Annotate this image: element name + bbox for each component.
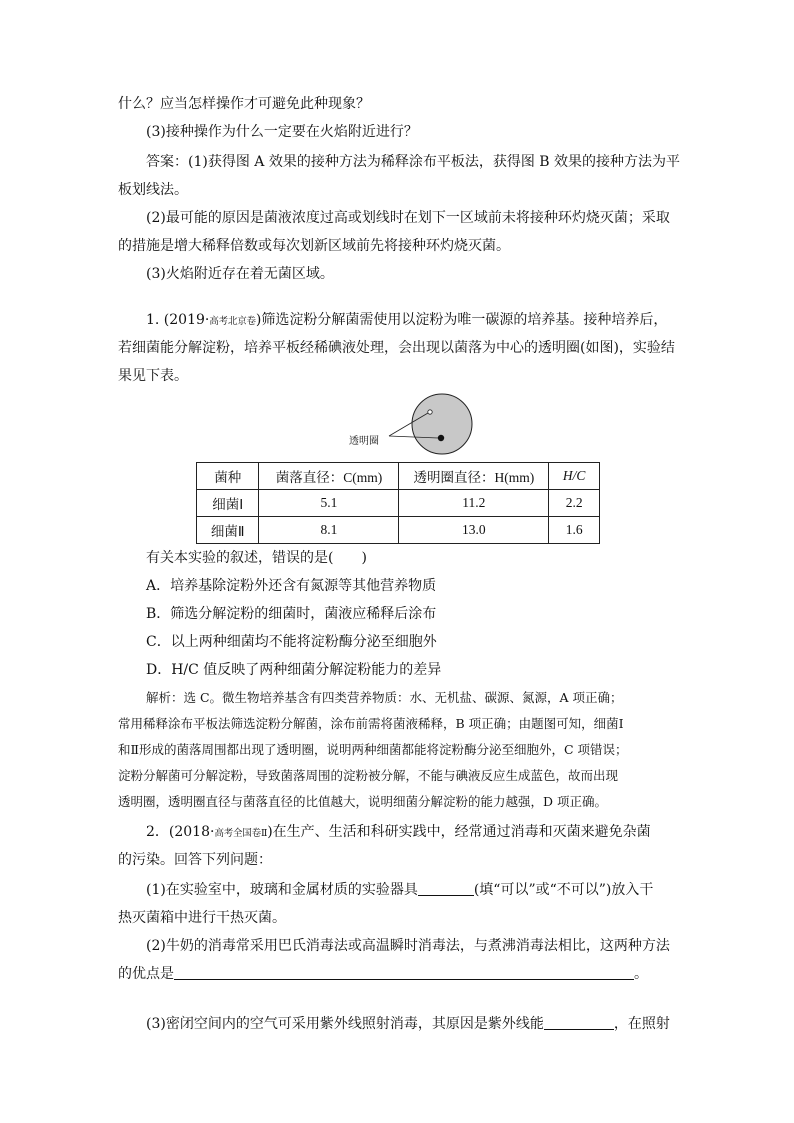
explanation-line: 常用稀释涂布平板法筛选淀粉分解菌，涂布前需将菌液稀释，B 项正确；由题图可知，细菌Ⅰ [118, 716, 624, 731]
explanation-line: 透明圈，透明圈直径与菌落直径的比值越大，说明细菌分解淀粉的能力越强，D 项正确。 [118, 794, 607, 809]
table-header-cell: 透明圈直径：H(mm) [399, 463, 549, 490]
explanation-line: 淀粉分解菌可分解淀粉，导致菌落周围的淀粉被分解，不能与碘液反应生成蓝色，故而出现 [118, 768, 619, 783]
option-b: B．筛选分解淀粉的细菌时，菌液应稀释后涂布 [146, 606, 437, 622]
table-cell: 13.0 [399, 517, 549, 544]
text-line: 什么？应当怎样操作才可避免此种现象？ [118, 96, 370, 112]
question-number: 1. (2019· [146, 312, 210, 328]
question-stem: 有关本实验的叙述，错误的是( ) [146, 550, 367, 566]
petri-dish [412, 394, 472, 454]
explanation-line: 解析：选 C。微生物培养基含有四类营养物质：水、无机盐、碳源、氮源，A 项正确； [146, 690, 623, 705]
question-text: 的优点是 [118, 966, 174, 982]
question-1-line [146, 310, 706, 332]
question-1-line: 果见下表。 [118, 368, 188, 384]
question-2-line: 的污染。回答下列问题： [118, 852, 272, 868]
answer-line: 板划线法。 [118, 182, 188, 198]
figure-label: 透明圈 [349, 436, 379, 447]
option-a: A．培养基除淀粉外还含有氮源等其他营养物质 [146, 578, 437, 594]
question-number: 2．(2018· [146, 824, 215, 840]
question-1-line: 若细菌能分解淀粉，培养平板经稀碘液处理，会出现以菌落为中心的透明圈(如图)，实验结 [118, 340, 675, 356]
answer-line: (2)最可能的原因是菌液浓度过高或划线时在划下一区域前未将接种环灼烧灭菌；采取 [146, 210, 670, 226]
colony-small [428, 410, 432, 414]
source-label: 高考北京卷 [209, 316, 256, 327]
table-cell: 细菌Ⅰ [197, 490, 259, 517]
question-text: ，在照射 [613, 1016, 670, 1032]
results-table [196, 462, 600, 544]
question-text: (3)密闭空间内的空气可采用紫外线照射消毒，其原因是紫外线能 [146, 1016, 544, 1032]
question-2-part-2: (2)牛奶的消毒常采用巴氏消毒法或高温瞬时消毒法，与煮沸消毒法相比，这两种方法 [146, 938, 670, 954]
question-2-part-1: 热灭菌箱中进行干热灭菌。 [118, 910, 286, 926]
source-label: 高考全国卷Ⅱ [214, 828, 268, 839]
question-text: (填“可以”或“不可以”)放入干 [473, 882, 654, 898]
colony-large [438, 435, 444, 441]
table-cell: 1.6 [549, 517, 600, 544]
answer-blank[interactable] [418, 881, 474, 896]
question-text: (1)在实验室中，玻璃和金属材质的实验器具 [146, 882, 418, 898]
table-cell: 5.1 [259, 490, 399, 517]
question-text: )在生产、生活和科研实践中，经常通过消毒和灭菌来避免杂菌 [267, 824, 651, 840]
question-2-line [146, 822, 706, 844]
table-header-row [197, 463, 600, 490]
table-cell: 细菌Ⅱ [197, 517, 259, 544]
answer-blank[interactable] [174, 965, 634, 980]
question-part-3: (3)接种操作为什么一定要在火焰附近进行？ [146, 124, 418, 140]
table-cell: 8.1 [259, 517, 399, 544]
answer-blank[interactable] [544, 1015, 614, 1030]
question-2-part-1 [146, 880, 706, 900]
explanation-line: 和Ⅱ形成的菌落周围都出现了透明圈，说明两种细菌都能将淀粉酶分泌至细胞外，C 项错误； [118, 742, 628, 757]
table-row [197, 517, 600, 544]
table-header-cell: 菌种 [197, 463, 259, 490]
table-header-cell: H/C [549, 463, 600, 490]
table-row [197, 490, 600, 517]
question-text: 。 [634, 966, 648, 982]
table-cell: 2.2 [549, 490, 600, 517]
option-d: D．H/C 值反映了两种细菌分解淀粉能力的差异 [146, 662, 442, 678]
table-cell: 11.2 [399, 490, 549, 517]
question-2-part-3 [146, 1014, 706, 1034]
question-2-part-2 [118, 964, 678, 984]
answer-line: 的措施是增大稀释倍数或每次划新区域前先将接种环灼烧灭菌。 [118, 238, 510, 254]
table-header-cell: 菌落直径：C(mm) [259, 463, 399, 490]
answer-line: 答案：(1)获得图 A 效果的接种方法为稀释涂布平板法，获得图 B 效果的接种方法为平 [146, 154, 681, 170]
option-c: C．以上两种细菌均不能将淀粉酶分泌至细胞外 [146, 634, 437, 650]
question-text: )筛选淀粉分解菌需使用以淀粉为唯一碳源的培养基。接种培养后， [255, 312, 668, 328]
answer-line: (3)火焰附近存在着无菌区域。 [146, 266, 334, 282]
